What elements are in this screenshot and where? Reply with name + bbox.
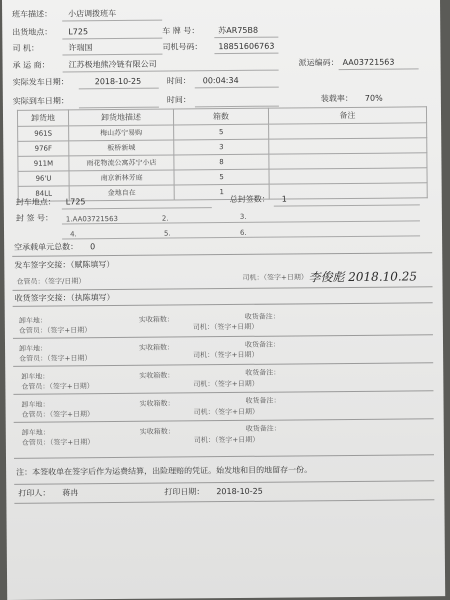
dispatch-sign-title: 发车签字交接：（赋陈填写）	[14, 260, 115, 270]
print-date-label: 打印日期：	[164, 487, 205, 497]
stop-boxes: 1	[174, 184, 269, 200]
arrive-time-label: 时间：	[166, 95, 191, 105]
receive-remark-label: 收货备注：	[244, 312, 280, 321]
stop-code: 976F	[18, 141, 69, 156]
phone-value: 18851606763	[218, 41, 275, 52]
stop-boxes: 5	[174, 169, 269, 185]
empty-crates-label: 空承载单元总数：	[14, 242, 79, 252]
stop-code: 961S	[18, 126, 69, 141]
route-value: 小店调拨班车	[68, 9, 117, 19]
seal-place-value: L725	[65, 197, 86, 207]
dispatch-keeper-sign: 仓管员：（签字/日期）	[16, 277, 86, 286]
depart-time-label: 时间：	[166, 76, 191, 86]
footer-note: 注：本签收单在签字后作为运费结算，出险理赔的凭证。始发地和目的地留存一份。	[16, 465, 313, 477]
route-label: 班车描述：	[12, 9, 53, 19]
receive-boxes-label: 实收箱数：	[139, 343, 175, 352]
receive-sign-title: 收货签字交接：（执陈填写）	[14, 293, 115, 303]
origin-label: 出货地点：	[12, 27, 53, 37]
driver-label: 司 机：	[12, 43, 40, 53]
seal-cell-6: 6.	[240, 228, 247, 237]
receive-keeper-sign: 仓管员：（签字+日期）	[19, 354, 92, 363]
stop-remark	[269, 168, 427, 184]
dispatch-no-value: AA03721563	[342, 57, 395, 68]
receive-boxes-label: 实收箱数：	[139, 371, 175, 380]
stop-boxes: 8	[174, 154, 269, 170]
stop-desc: 板桥新城	[69, 140, 174, 156]
receive-keeper-sign: 仓管员：（签字+日期）	[21, 382, 94, 391]
stop-remark	[269, 138, 427, 154]
receive-keeper-sign: 仓管员：（签字+日期）	[21, 438, 95, 447]
col-header-code: 卸货地	[17, 110, 68, 126]
seal-count-label: 总封签数：	[229, 194, 270, 205]
depart-time-value: 00:04:34	[202, 75, 239, 86]
depart-date-value: 2018-10-25	[94, 76, 142, 87]
seal-cell-3: 3.	[239, 212, 247, 221]
receive-remark-label: 收货备注：	[245, 368, 281, 377]
stop-code: 96'U	[18, 171, 69, 186]
dispatch-driver-sign: 司机：（签字+日期）	[242, 273, 308, 282]
seal-cell-4: 4.	[70, 230, 77, 239]
stop-desc: 金地自在	[69, 185, 174, 201]
depart-date-label: 实际发车日期：	[12, 77, 69, 87]
receive-driver-sign: 司机：（签字+日期）	[193, 407, 260, 417]
receive-keeper-sign: 仓管员：（签字+日期）	[21, 410, 95, 419]
seal-cell-2: 2.	[161, 214, 169, 223]
receive-driver-sign: 司机：（签字+日期）	[193, 379, 259, 389]
stop-desc: 梅山苏宁易购	[69, 125, 174, 141]
load-rate-label: 装载率：	[320, 93, 353, 104]
plate-value: 苏AR75B8	[218, 25, 259, 36]
carrier-label: 承 运 商：	[12, 60, 50, 70]
receive-place-label: 卸车地：	[21, 400, 50, 409]
delivery-receipt-sheet	[2, 0, 445, 600]
stop-code: 84LL	[18, 186, 69, 201]
stop-boxes: 5	[174, 124, 269, 140]
seal-place-label: 封车地点：	[15, 197, 56, 207]
receive-remark-label: 收货备注：	[245, 424, 281, 433]
origin-value: L725	[68, 27, 89, 37]
stop-remark	[269, 153, 427, 169]
handwritten-signature: 李俊彪 2018.10.25	[308, 269, 418, 285]
receive-place-label: 卸车地：	[19, 344, 48, 353]
stop-desc: 南京新林芳庭	[69, 170, 174, 186]
unloading-table	[17, 106, 428, 202]
driver-value: 许瑞国	[68, 43, 93, 53]
print-date-value: 2018-10-25	[216, 486, 263, 497]
arrive-date-label: 实际到车日期：	[12, 96, 69, 106]
col-header-boxes: 箱数	[173, 108, 268, 125]
printer-value: 蒋冉	[62, 488, 79, 498]
receive-driver-sign: 司机：（签字+日期）	[193, 350, 259, 360]
receive-remark-label: 收货备注：	[245, 396, 281, 405]
stop-desc: 雨花物流公寓苏宁小店	[69, 155, 174, 171]
receive-remark-label: 收货备注：	[244, 340, 281, 349]
stop-boxes: 3	[174, 139, 269, 155]
load-rate-value: 70%	[364, 93, 383, 103]
phone-label: 司机号码：	[162, 42, 203, 52]
stop-remark	[269, 123, 427, 139]
seal-count-value: 1	[281, 194, 287, 204]
empty-crates-value: 0	[90, 242, 96, 252]
receive-driver-sign: 司机：（签字+日期）	[192, 322, 259, 332]
printer-label: 打印人：	[18, 488, 51, 498]
receive-boxes-label: 实收箱数：	[138, 315, 174, 324]
seal-no-label: 封 签 号：	[15, 213, 54, 223]
receive-keeper-sign: 仓管员：（签字+日期）	[18, 326, 92, 335]
seal-cell-1: 1.AA03721563	[65, 214, 119, 224]
dispatch-no-label: 派运编码：	[298, 58, 339, 68]
plate-label: 车 牌 号：	[162, 26, 200, 36]
receive-boxes-label: 实收箱数：	[139, 427, 175, 436]
receive-driver-sign: 司机：（签字+日期）	[193, 435, 260, 445]
stop-remark	[269, 183, 427, 199]
stop-code: 911M	[18, 156, 69, 171]
col-header-remark: 备注	[268, 107, 426, 124]
col-header-desc: 卸货地描述	[68, 109, 173, 126]
receive-place-label: 卸车地：	[21, 428, 50, 437]
carrier-value: 江苏极地熊冷链有限公司	[68, 59, 157, 70]
seal-cell-5: 5.	[164, 229, 171, 238]
receive-boxes-label: 实收箱数：	[139, 399, 175, 408]
receive-place-label: 卸车地：	[18, 316, 47, 325]
receive-place-label: 卸车地：	[21, 372, 50, 381]
